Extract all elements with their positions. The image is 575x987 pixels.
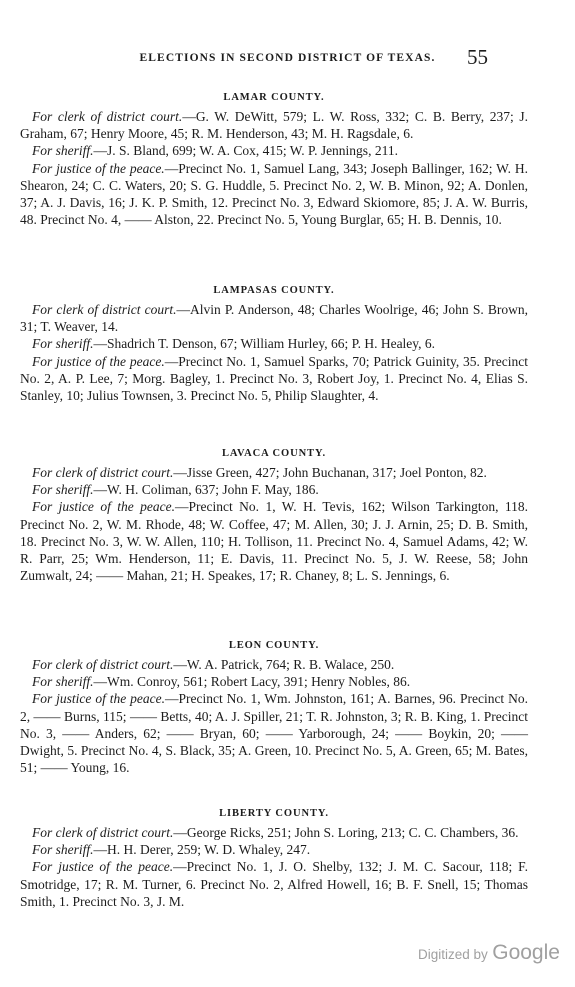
sheriff-paragraph [20,335,528,352]
digitized-watermark [418,941,560,965]
results-text: —H. H. Derer, 259; W. D. Whaley, 247. [93,842,311,858]
results-text: —Jisse Green, 427; John Buchanan, 317; Joel Ponton, 82. [173,465,487,480]
county-heading: LIBERTY COUNTY. [219,808,329,819]
sheriff-paragraph [20,841,528,858]
office-heading: For justice of the peace. [32,691,166,707]
justice-paragraph [20,690,528,776]
county-heading: LAMAR COUNTY. [223,92,325,103]
office-heading: For sheriff. [32,336,94,352]
office-heading: For justice of the peace. [32,499,176,515]
county-heading: LAMPASAS COUNTY. [213,285,335,296]
results-text: —W. A. Patrick, 764; R. B. Walace, 250. [173,657,395,672]
results-text: —Alvin P. Anderson, 48; Charles Woolrige, 46; John S. Brown, 31; T. Weaver, 14. [20,302,528,335]
results-text: —J. S. Bland, 699; W. A. Cox, 415; W. P. Jennings, 211. [93,143,398,159]
clerk-paragraph [20,656,528,673]
clerk-paragraph [20,108,528,142]
results-text: —George Ricks, 251; John S. Loring, 213; C. C. Chambers, 36. [173,825,519,840]
sheriff-paragraph [20,673,528,690]
county-section-leon [20,640,528,776]
google-wordmark: Google [492,941,560,964]
justice-paragraph [20,160,528,229]
county-heading: LAVACA COUNTY. [221,448,327,459]
office-heading: For justice of the peace. [32,160,165,176]
county-heading: LEON COUNTY. [228,640,320,651]
results-text: —Precinct No. 1, Wm. Johnston, 161; A. Barnes, 96. Precinct No. 2, —— Burns, 115; —— Betts, 40; A. J. Spiller, 21; T. R. Johnston, 3; R. B. King, 1. Precinct No. 3, —— Anders, 62; —— Bryan, 60; —— Yarborough, 24; —— Boykin, 20; —— Dwight, 5. Precinct No. 4, S. Black, 35; A. Green, 10. Precinct No. 5, A. Green, 65; M. Bates, 51; —— Young, 16. [20,691,528,776]
sheriff-paragraph [20,142,528,159]
office-heading: For clerk of district court. [32,109,183,124]
justice-paragraph [20,498,528,584]
office-heading: For justice of the peace. [32,353,165,369]
results-text: —Precinct No. 1, J. O. Shelby, 132; J. M. C. Sacour, 118; F. Smotridge, 17; R. M. Turner, 6. Precinct No. 2, Alfred Howell, 16; B. F. Snell, 15; Thomas Smith, 1. Precinct No. 3, J. M. [20,859,528,909]
results-text: —G. W. DeWitt, 579; L. W. Ross, 332; C. B. Berry, 237; J. Graham, 67; Henry Moore, 45; R. M. Henderson, 43; M. H. Ragsdale, 6. [20,109,528,142]
results-text: —Precinct No. 1, Samuel Lang, 343; Joseph Ballinger, 162; W. H. Shearon, 24; C. C. Waters, 20; S. G. Huddle, 5. Precinct No. 2, W. B. Minon, 92; A. Donlen, 37; A. J. Davis, 16; J. K. P. Smith, 12. Precinct No. 3, Edward Skiomore, 85; J. A. W. Burris, 48. Precinct No. 4, —— Alston, 22. Precinct No. 5, Young Burglar, 65; H. B. Dennis, 10. [20,160,528,228]
office-heading: For clerk of district court. [32,657,174,672]
office-heading: For clerk of district court. [32,302,177,317]
office-heading: For sheriff. [32,143,94,159]
county-section-lamar [20,92,528,228]
justice-paragraph [20,858,528,910]
running-title: ELECTIONS IN SECOND DISTRICT OF TEXAS. [139,52,436,64]
office-heading: For sheriff. [32,674,94,690]
sheriff-paragraph [20,481,528,498]
county-section-lavaca [20,448,528,584]
results-text: —W. H. Coliman, 637; John F. May, 186. [93,482,319,498]
office-heading: For justice of the peace. [32,859,174,875]
office-heading: For sheriff. [32,482,94,498]
watermark-prefix: Digitized by [418,947,488,962]
results-text: —Wm. Conroy, 561; Robert Lacy, 391; Henry Nobles, 86. [93,674,411,690]
results-text: —Shadrich T. Denson, 67; William Hurley, 66; P. H. Healey, 6. [93,336,436,352]
county-section-lampasas [20,285,528,404]
office-heading: For clerk of district court. [32,465,174,480]
office-heading: For sheriff. [32,842,94,858]
clerk-paragraph [20,824,528,841]
results-text: —Precinct No. 1, W. H. Tevis, 162; Wilson Tarkington, 118. Precinct No. 2, W. M. Rhode, 48; W. Coffee, 47; M. Allen, 30; J. J. Arnin, 25; D. B. Smith, 18. Precinct No. 3, W. W. Allen, 110; H. Tollison, 11. Precinct No. 4, Samuel Adams, 42; W. R. Parr, 25; Wm. Henderson, 11; E. Davis, 11. Precinct No. 5, J. W. Reese, 58; John Zumwalt, 24; —— Mahan, 21; H. Speakes, 17; R. Chaney, 8; L. S. Jennings, 6. [20,499,528,584]
office-heading: For clerk of district court. [32,825,174,840]
county-section-liberty [20,808,528,910]
clerk-paragraph [20,301,528,335]
clerk-paragraph [20,464,528,481]
page-number: 55 [467,45,488,69]
results-text: —Precinct No. 1, Samuel Sparks, 70; Patrick Guinity, 35. Precinct No. 2, A. P. Lee, 7; Morg. Bagley, 1. Precinct No. 3, Robert Joy, 1. Precinct No. 4, Elias S. Stanley, 10; Julius Townsen, 3. Precinct No. 5, Philip Slaughter, 4. [20,353,528,404]
justice-paragraph [20,353,528,405]
